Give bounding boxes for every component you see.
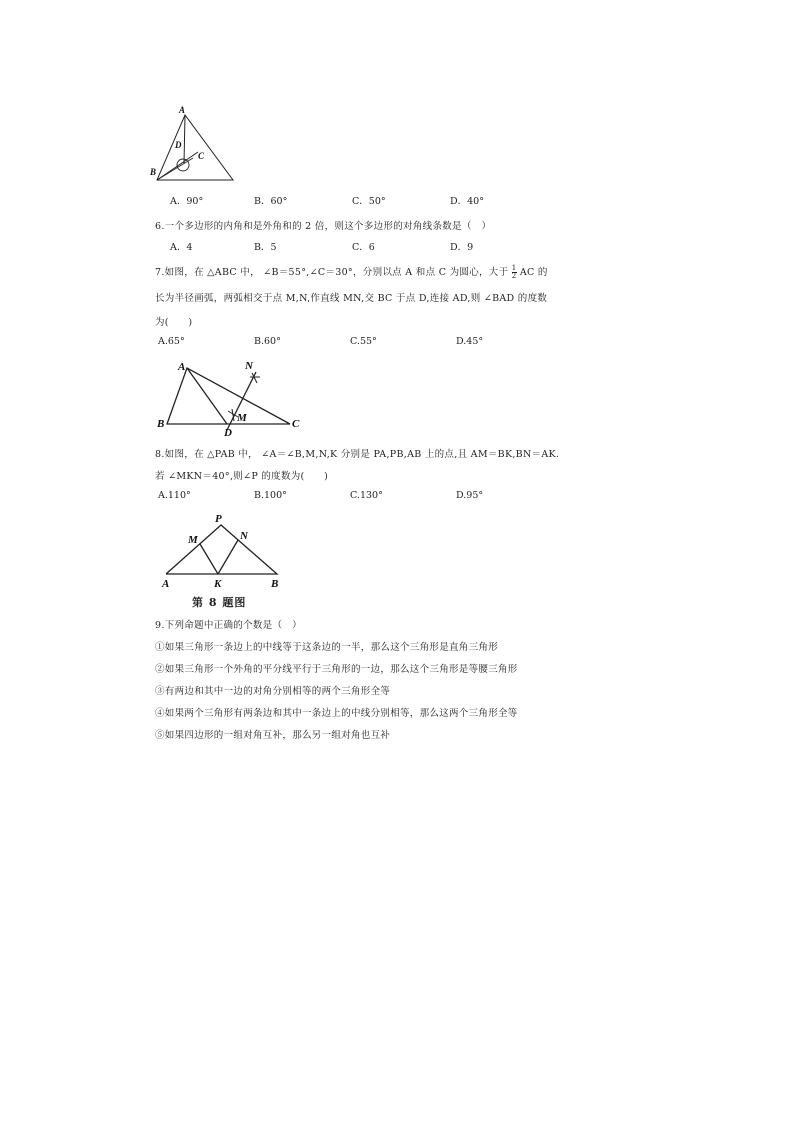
- q5-option-b: B．60°: [254, 196, 288, 207]
- q7-fraction: [512, 265, 517, 280]
- q9-item-5: ⑤如果四边形的一组对角互补，那么另一组对角也互补: [155, 730, 391, 741]
- q8-label-P: P: [215, 513, 222, 525]
- q5-label-B: B: [150, 167, 157, 177]
- q5-option-c: C．50°: [352, 196, 386, 207]
- q6-option-b: B．5: [254, 242, 277, 253]
- q5-label-D: D: [175, 140, 182, 150]
- q7-option-b: B.60°: [254, 336, 281, 347]
- q7-fraction-den: 2: [511, 272, 517, 280]
- q7-stem-line1-end: AC 的: [519, 267, 548, 278]
- q5-option-d: D．40°: [450, 196, 484, 207]
- q8-option-b: B.100°: [254, 490, 287, 501]
- q8-label-K: K: [214, 578, 222, 590]
- q8-label-M: M: [188, 534, 198, 546]
- q7-label-D: D: [224, 427, 232, 439]
- q6-option-a: A．4: [170, 242, 193, 253]
- q7-stem-line2: 长为半径画弧，两弧相交于点 M,N,作直线 MN,交 BC 于点 D,连接 AD,则 ∠BAD 的度数: [155, 293, 548, 304]
- q8-label-N: N: [240, 530, 248, 542]
- q7-stem-line1-text: 7.如图，在 △ABC 中， ∠B＝55°,∠C＝30°，分别以点 A 和点 C 为圆心，大于: [155, 267, 509, 278]
- q8-figure-caption: 第 8 题图: [192, 596, 247, 609]
- q8-label-A: A: [162, 578, 170, 590]
- q8-option-a: A.110°: [158, 490, 191, 501]
- q7-label-A: A: [178, 361, 186, 373]
- q7-stem-line3: 为( ): [155, 317, 193, 328]
- q7-fraction-num: 1: [511, 264, 517, 272]
- q9-item-3: ③有两边和其中一边的对角分别相等的两个三角形全等: [155, 686, 391, 697]
- q9-item-4: ④如果两个三角形有两条边和其中一条边上的中线分别相等，那么这两个三角形全等: [155, 708, 518, 719]
- q8-option-d: D.95°: [456, 490, 484, 501]
- q5-figure: [148, 102, 243, 186]
- q9-stem: 9.下列命题中正确的个数是（ ）: [155, 620, 302, 631]
- q6-stem: 6.一个多边形的内角和是外角和的 2 倍，则这个多边形的对角线条数是（ ）: [155, 221, 492, 232]
- q7-figure: [150, 355, 310, 440]
- q8-stem-line1: 8.如图，在 △PAB 中， ∠A＝∠B,M,N,K 分别是 PA,PB,AB 上的点,且 AM＝BK,BN＝AK.: [155, 449, 560, 460]
- q7-option-d: D.45°: [456, 336, 484, 347]
- q5-option-a: A．90°: [170, 196, 204, 207]
- q7-label-N: N: [245, 360, 253, 372]
- q8-stem-line2: 若 ∠MKN＝40°,则∠P 的度数为( ): [155, 471, 329, 482]
- q7-option-c: C.55°: [350, 336, 377, 347]
- q6-option-d: D．9: [450, 242, 474, 253]
- q8-label-B: B: [271, 578, 279, 590]
- q7-option-a: A.65°: [158, 336, 185, 347]
- q9-item-1: ①如果三角形一条边上的中线等于这条边的一半，那么这个三角形是直角三角形: [155, 642, 499, 653]
- q5-label-A: A: [179, 105, 186, 115]
- q7-label-C: C: [292, 418, 300, 430]
- q6-option-c: C．6: [352, 242, 375, 253]
- q7-label-M: M: [237, 412, 247, 424]
- q7-label-B: B: [157, 418, 165, 430]
- q7-stem-line1: [155, 264, 548, 280]
- q8-figure: [155, 510, 290, 590]
- q5-label-C: C: [198, 151, 205, 161]
- q8-option-c: C.130°: [350, 490, 383, 501]
- q9-item-2: ②如果三角形一个外角的平分线平行于三角形的一边，那么这个三角形是等腰三角形: [155, 664, 518, 675]
